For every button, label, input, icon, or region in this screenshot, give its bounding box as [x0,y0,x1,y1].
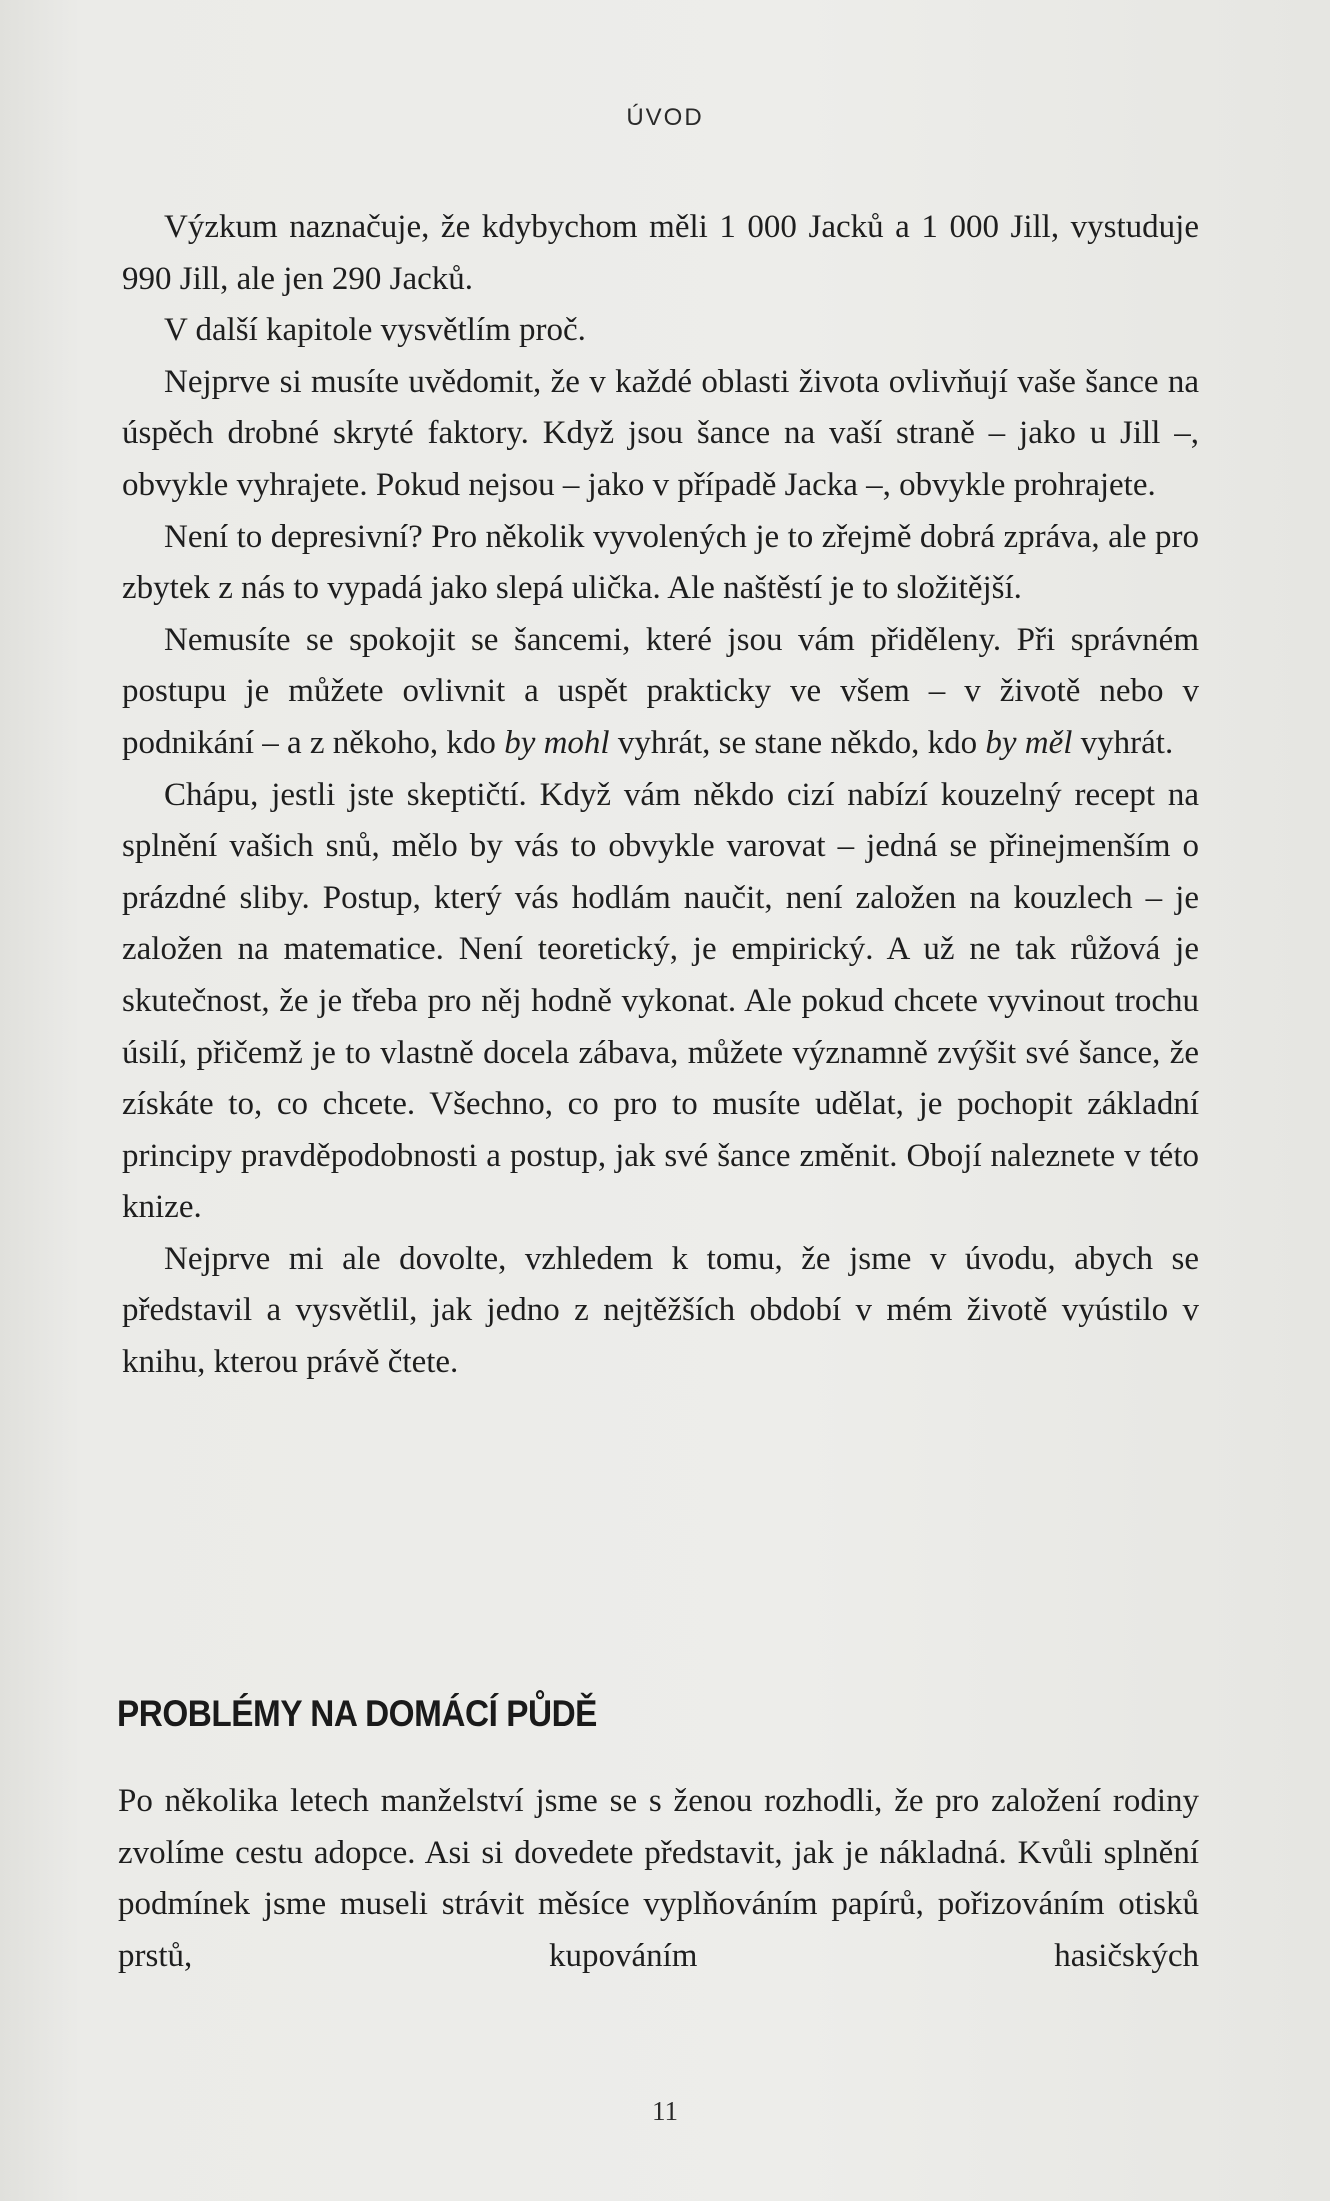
paragraph: V další kapitole vysvětlím proč. [164,312,586,349]
paragraph: Není to depresivní? Pro několik vyvolených je to zřejmě dobrá zpráva, ale pro zbytek z nás to vypadá jako slepá ulička. Ale naštěstí je to složitější. [122,518,1199,607]
paragraph [122,615,1199,770]
emphasis: by mohl [504,724,610,761]
running-head: ÚVOD [626,104,704,131]
paragraph: Nejprve si musíte uvědomit, že v každé oblasti života ovlivňují vaše šance na úspěch drobné skryté faktory. Když jsou šance na vaší straně – jako u Jill –, obvykle vyhrajete. Pokud nejsou – jako v případě Jacka –, obvykle prohrajete. [122,363,1199,503]
page-number: 11 [652,2096,678,2126]
intro-body [122,202,1199,1389]
text-run: Nemusíte se spokojit se šancemi, které jsou vám přiděleny. Při správném postupu je můžete ovlivnit a uspět prakticky ve všem – v životě nebo v podnikání – a z někoho, kdo [122,621,1199,761]
paragraph: Výzkum naznačuje, že kdybychom měli 1 000 Jacků a 1 000 Jill, vystuduje 990 Jill, ale jen 290 Jacků. [122,209,1199,297]
paragraph: Nejprve mi ale dovolte, vzhledem k tomu, že jsme v úvodu, abych se představil a vysvětlil, jak jedno z nejtěžších období v mém životě vyústilo v knihu, kterou právě čtete. [122,1240,1199,1381]
text-run: vyhrát, se stane někdo, kdo [609,724,986,761]
paragraph: Po několika letech manželství jsme se s ženou rozhodli, že pro založení rodiny zvolíme cestu adopce. Asi si dovedete představit, jak je nákladná. Kvůli splnění podmínek jsme museli strávit měsíce vyplňováním papírů, pořizováním otisků prstů, kupováním hasičských [118,1783,1199,1974]
section-heading: PROBLÉMY NA DOMÁCÍ PŮDĚ [117,1693,597,1734]
section-body [118,1776,1199,1982]
paragraph: Chápu, jestli jste skeptičtí. Když vám někdo cizí nabízí kouzelný recept na splnění vašich snů, mělo by vás to obvykle varovat – jedná se přinejmenším o prázdné sliby. Postup, který vás hodlám naučit, není založen na kouzlech – je založen na matematice. Není teoretický, je empirický. A už ne tak růžová je skutečnost, že je třeba pro něj hodně vykonat. Ale pokud chcete vyvinout trochu úsilí, přičemž je to vlastně docela zábava, můžete významně zvýšit své šance, že získáte to, co chcete. Všechno, co pro to musíte udělat, je pochopit základní principy pravděpodobnosti a postup, jak své šance změnit. Obojí naleznete v této knize. [122,776,1199,1226]
emphasis: by měl [985,724,1073,761]
text-run: vyhrát. [1072,724,1174,761]
